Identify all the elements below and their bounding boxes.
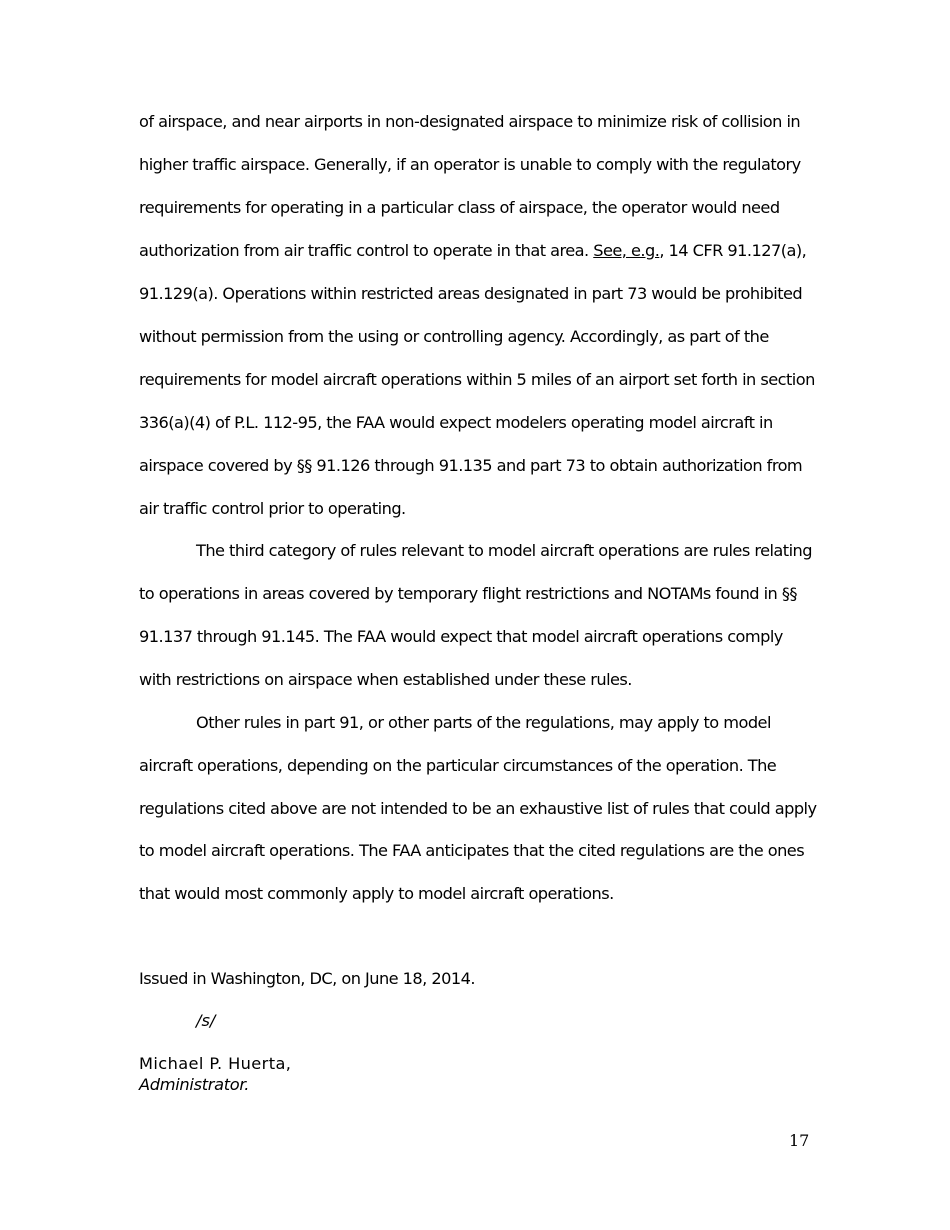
body-line: with restrictions on airspace when established under these rules. (139, 670, 632, 689)
body-line: aircraft operations, depending on the particular circumstances of the operation. The (139, 756, 777, 775)
body-line: of airspace, and near airports in non-designated airspace to minimize risk of collision in (139, 112, 801, 131)
body-line: requirements for operating in a particular class of airspace, the operator would need (139, 198, 780, 217)
signature-mark: /s/ (196, 1011, 216, 1030)
citation-trail-text: , 14 CFR 91.127(a), (659, 241, 807, 260)
body-line: 91.137 through 91.145. The FAA would expect that model aircraft operations comply (139, 627, 783, 646)
body-line: air traffic control prior to operating. (139, 499, 406, 518)
see-eg-citation-signal: See, e.g. (593, 241, 660, 260)
body-line: to operations in areas covered by temporary flight restrictions and NOTAMs found in §§ (139, 584, 797, 603)
body-line: The third category of rules relevant to model aircraft operations are rules relating (196, 541, 812, 560)
body-line: to model aircraft operations. The FAA anticipates that the cited regulations are the ones (139, 841, 805, 860)
body-line: regulations cited above are not intended to be an exhaustive list of rules that could apply (139, 799, 817, 818)
body-line: 336(a)(4) of P.L. 112-95, the FAA would expect modelers operating model aircraft in (139, 413, 773, 432)
signatory-title: Administrator. (139, 1075, 250, 1094)
body-line: higher traffic airspace. Generally, if an operator is unable to comply with the regulatory (139, 155, 801, 174)
signatory-name: Michael P. Huerta, (139, 1054, 292, 1073)
citation-lead-text: authorization from air traffic control to operate in that area. (139, 241, 594, 260)
body-line: without permission from the using or controlling agency. Accordingly, as part of the (139, 327, 769, 346)
body-line: Other rules in part 91, or other parts of the regulations, may apply to model (196, 713, 771, 732)
body-line-with-citation (139, 241, 806, 261)
body-line: 91.129(a). Operations within restricted areas designated in part 73 would be prohibited (139, 284, 803, 303)
issued-date-line: Issued in Washington, DC, on June 18, 2014. (139, 969, 475, 988)
body-line: airspace covered by §§ 91.126 through 91.135 and part 73 to obtain authorization from (139, 456, 803, 475)
page-number: 17 (789, 1131, 810, 1150)
body-line: requirements for model aircraft operations within 5 miles of an airport set forth in section (139, 370, 815, 389)
body-line: that would most commonly apply to model aircraft operations. (139, 884, 614, 903)
